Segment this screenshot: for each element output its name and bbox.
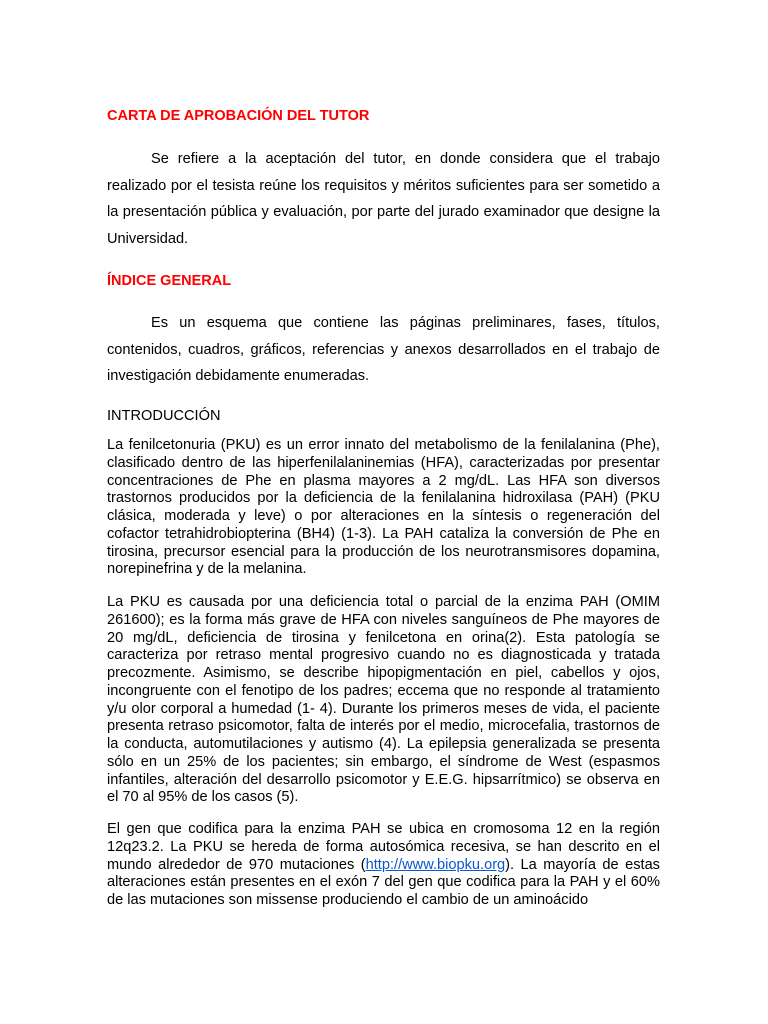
paragraph-intro-2: La PKU es causada por una deficiencia total o parcial de la enzima PAH (OMIM 261600); es la forma más grave de HFA con niveles sanguíneos de Phe mayores de 20 mg/dL, deficiencia de tirosina y fenilcetona en orina(2). Esta patología se caracteriza por retraso mental progresivo cuando no es diagnosticada y tratada precozmente. Asimismo, se describe hipopigmentación en piel, cabellos y ojos, incongruente con el fenotipo de los padres; eccema que no responde al tratamiento y/u olor corporal a humedad (1- 4). Durante los primeros meses de vida, el paciente presenta retraso psicomotor, falta de interés por el medio, microcefalia, trastornos de la conducta, automutilaciones y autismo (4). La epilepsia generalizada se presenta sólo en un 25% de los pacientes; sin embargo, el síndrome de West (espasmos infantiles, alteración del desarrollo psicomotor y E.E.G. hipsarrítmico) se observa en el 70 al 95% de los casos (5). <box>107 594 660 806</box>
paragraph-intro-1: La fenilcetonuria (PKU) es un error innato del metabolismo de la fenilalanina (Phe), clasificado dentro de las hiperfenilalaninemias (HFA), caracterizadas por presentar concentraciones de Phe en plasma mayores a 2 mg/dL. Las HFA son diversos trastornos producidos por la deficiencia de la fenilalanina hidroxilasa (PAH) (PKU clásica, moderada y leve) o por alteraciones en la síntesis o regeneración del cofactor tetrahidrobiopterina (BH4) (1-3). La PAH cataliza la conversión de Phe en tirosina, precursor esencial para la producción de los neurotransmisores dopamina, norepinefrina y de la melanina. <box>107 437 660 578</box>
paragraph-carta-aprobacion: Se refiere a la aceptación del tutor, en donde considera que el trabajo realizado por el tesista reúne los requisitos y méritos suficientes para ser sometido a la presentación pública y evaluación, por parte del jurado examinador que designe la Universidad. <box>107 151 660 247</box>
paragraph-intro-3-text-a: El gen que codifica para la enzima PAH se ubica en cromosoma 12 en la región 12q23.2. La PKU se hereda de forma autosómica recesiva, se han descrito en el mundo alrededor de 970 mutaciones ( <box>107 821 660 873</box>
section-heading-indice-general: ÍNDICE GENERAL <box>107 273 232 289</box>
section-heading-introduccion: INTRODUCCIÓN <box>107 408 221 424</box>
paragraph-intro-3-text-b: ). La mayoría de estas alteraciones están presentes en el exón 7 del gen que codifica para la PAH y el 60% de las mutaciones son missense produciendo el cambio de un aminoácido <box>107 856 660 908</box>
paragraph-indice-general: Es un esquema que contiene las páginas preliminares, fases, títulos, contenidos, cuadros, gráficos, referencias y anexos desarrollados en el trabajo de investigación debidamente enumeradas. <box>107 315 660 384</box>
paragraph-intro-3 <box>107 821 660 910</box>
section-heading-carta-aprobacion: CARTA DE APROBACIÓN DEL TUTOR <box>107 108 370 124</box>
biopku-link[interactable]: http://www.biopku.org <box>365 856 506 873</box>
